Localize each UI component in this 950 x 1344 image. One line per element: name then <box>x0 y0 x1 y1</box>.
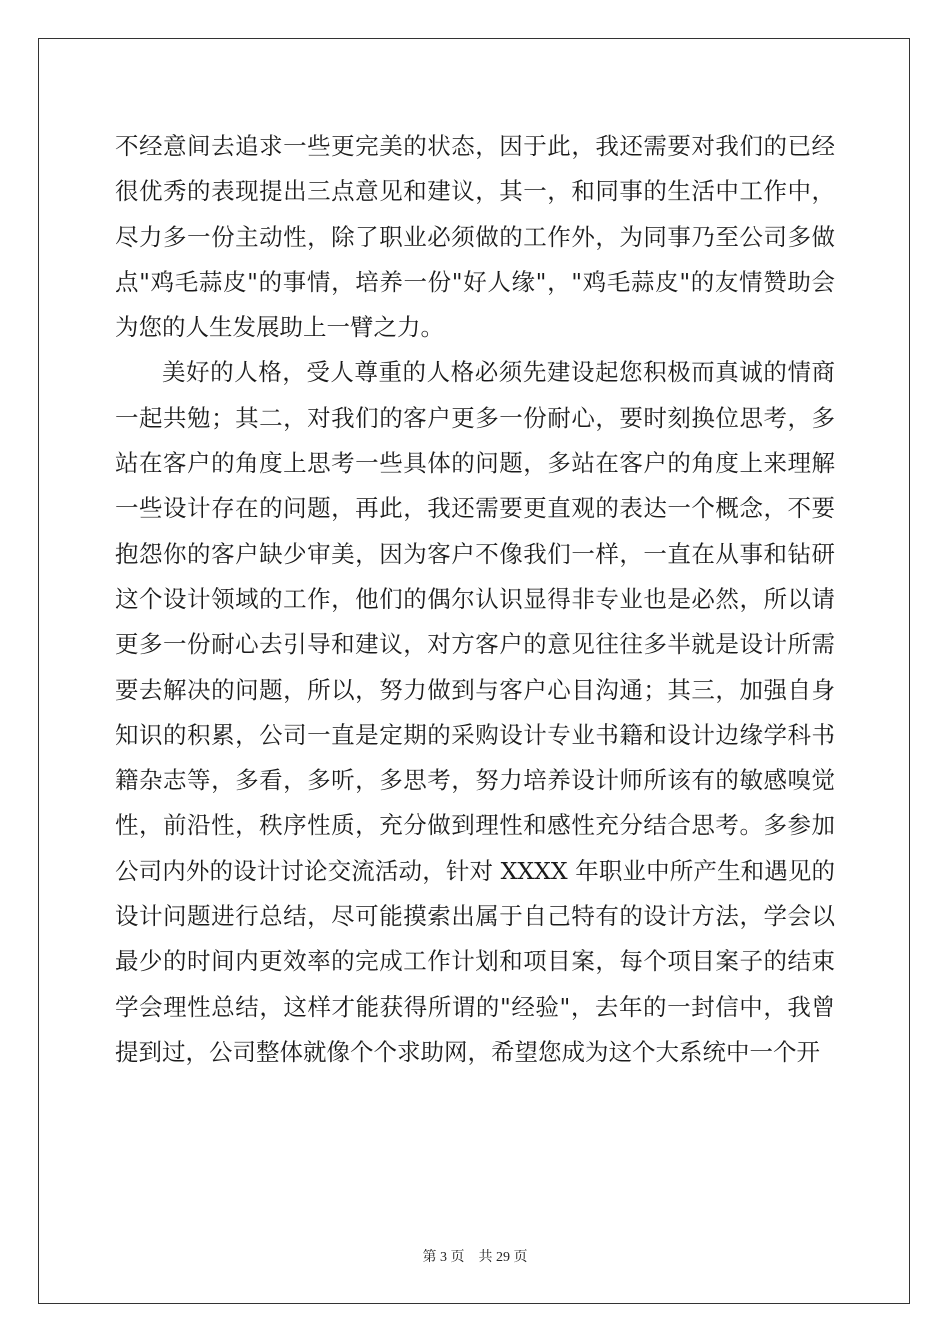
paragraph-2: 美好的人格，受人尊重的人格必须先建设起您积极而真诚的情商一起共勉；其二，对我们的客户更多一份耐心，要时刻换位思考，多站在客户的角度上思考一些具体的问题，多站在客户的角度上来理解一些设计存在的问题，再此，我还需要更直观的表达一个概念，不要抱怨你的客户缺少审美，因为客户不像我们一样，一直在从事和钻研这个设计领域的工作，他们的偶尔认识显得非专业也是必然，所以请更多一份耐心去引导和建议，对方客户的意见往往多半就是设计所需要去解决的问题，所以，努力做到与客户心目沟通；其三，加强自身知识的积累，公司一直是定期的采购设计专业书籍和设计边缘学科书籍杂志等，多看，多听，多思考，努力培养设计师所该有的敏感嗅觉性，前沿性，秩序性质，充分做到理性和感性充分结合思考。多参加公司内外的设计讨论交流活动，针对 XXXX 年职业中所产生和遇见的设计问题进行总结，尽可能摸索出属于自己特有的设计方法，学会以最少的时间内更效率的完成工作计划和项目案，每个项目案子的结束学会理性总结，这样才能获得所谓的"经验"，去年的一封信中，我曾提到过，公司整体就像个个求助网，希望您成为这个大系统中一个开 <box>115 358 835 1066</box>
page-total: 共 29 页 <box>478 1250 528 1265</box>
page-number: 第 3 页 <box>422 1250 465 1265</box>
page-footer <box>0 1246 950 1266</box>
document-body <box>115 124 835 1075</box>
paragraph-1: 不经意间去追求一些更完美的状态，因于此，我还需要对我们的已经很优秀的表现提出三点意见和建议，其一，和同事的生活中工作中，尽力多一份主动性，除了职业必须做的工作外，为同事乃至公司多做点"鸡毛蒜皮"的事情，培养一份"好人缘"，"鸡毛蒜皮"的友情赞助会为您的人生发展助上一臂之力。 <box>115 132 835 342</box>
